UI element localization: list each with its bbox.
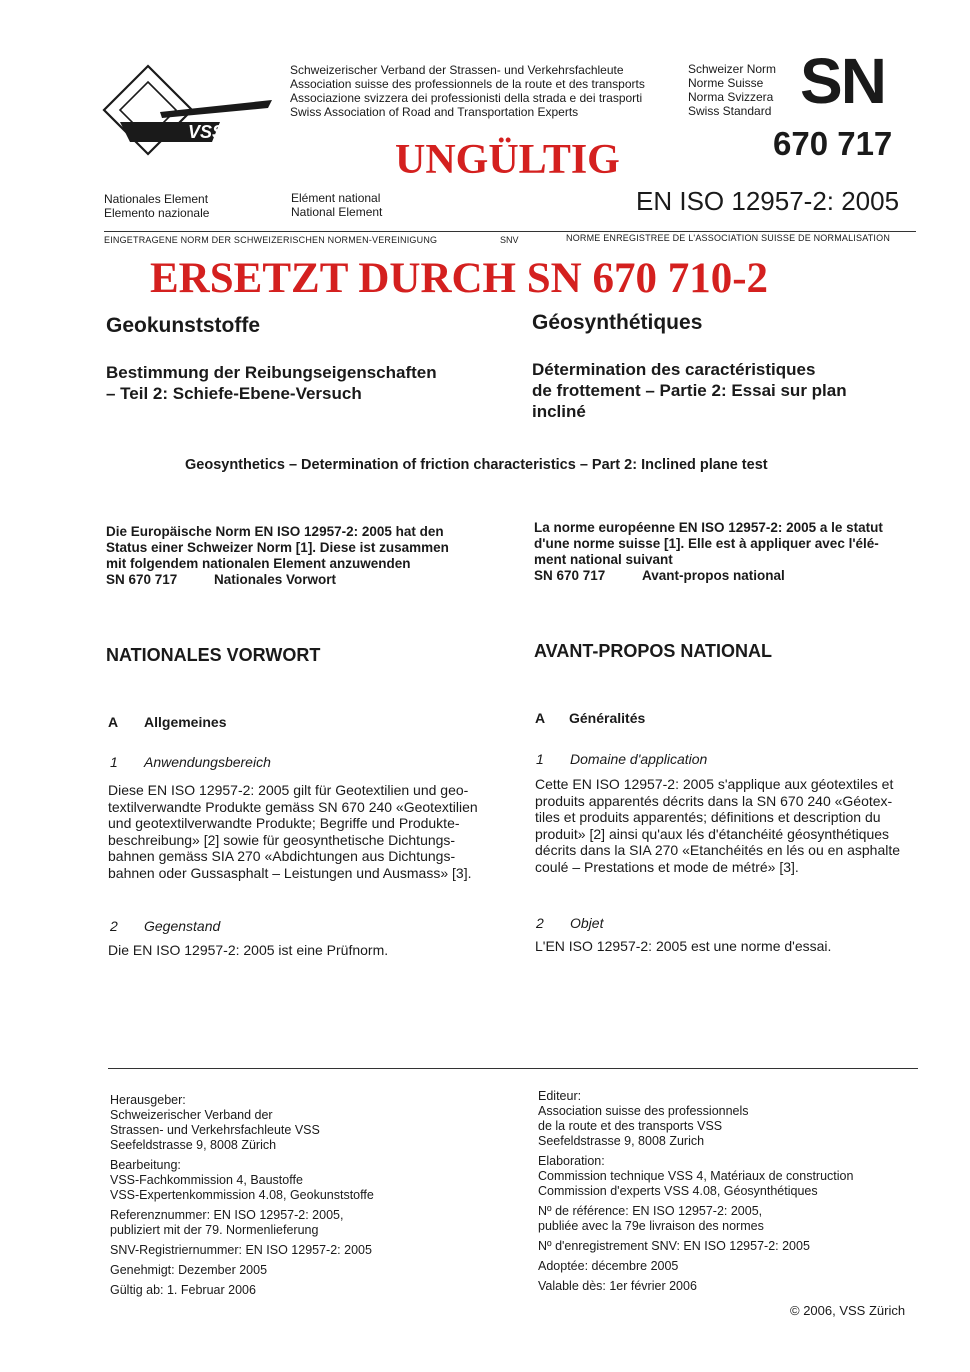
imprint-fr	[538, 1089, 853, 1299]
sn-logo: SN	[800, 45, 885, 117]
imprint-line: Gültig ab: 1. Februar 2006	[110, 1283, 256, 1297]
paragraph-line: tiles et produits apparentés; définitions et description du	[535, 809, 881, 825]
association-de: Schweizerischer Verband der Strassen- und Verkehrsfachleute	[290, 63, 624, 77]
imprint-line: VSS-Fachkommission 4, Baustoffe	[110, 1173, 303, 1187]
foreword-heading-de: NATIONALES VORWORT	[106, 645, 321, 665]
element-mid-fr: Elément national	[291, 191, 381, 205]
section-title: Allgemeines	[144, 714, 227, 730]
norm-type-en: Swiss Standard	[688, 104, 772, 118]
imprint-line: publiée avec la 79e livraison des normes	[538, 1219, 764, 1233]
paragraph-line: Cette EN ISO 12957-2: 2005 s'applique aux géotextiles et	[535, 776, 894, 792]
paragraph-line: beschreibung» [2] sowie für geosynthetische Dichtungs-	[108, 831, 456, 848]
imprint-line: Seefeldstrasse 9, 8008 Zürich	[110, 1138, 277, 1152]
paragraph-line: bahnen gemäss SIA 270 «Abdichtungen aus Dichtungs-	[108, 848, 456, 864]
section-a-fr	[535, 710, 645, 726]
paragraph-line: produit» [2] ainsi qu'aux lés d'étanchéité géosynthétiques	[535, 825, 890, 842]
imprint-line: Genehmigt: Dezember 2005	[110, 1263, 268, 1277]
subsection-2-fr	[536, 915, 603, 931]
footer-rule	[108, 1068, 918, 1069]
element-left	[104, 192, 209, 220]
subtitle-fr	[532, 359, 847, 422]
imprint-line: Bearbeitung:	[110, 1158, 181, 1172]
paragraph-line: und geotextilverwandte Produkte; Begriffe und Produkte-	[108, 815, 460, 831]
element-left-it: Elemento nazionale	[104, 206, 210, 220]
norm-type	[688, 62, 776, 118]
subsection-number: 2	[536, 915, 544, 931]
imprint-line: VSS-Expertenkommission 4.08, Geokunststoffe	[110, 1188, 374, 1202]
subsection-1-fr	[536, 751, 707, 767]
imprint-reference	[538, 1204, 853, 1234]
section-a-de	[108, 714, 226, 730]
imprint-line: Referenznummer: EN ISO 12957-2: 2005,	[110, 1208, 344, 1222]
sn-number: 670 717	[773, 125, 893, 162]
association-en: Swiss Association of Road and Transportation Experts	[290, 105, 579, 119]
foreword-heading-fr: AVANT-PROPOS NATIONAL	[534, 641, 772, 661]
imprint-line: Valable dès: 1er février 2006	[538, 1279, 697, 1293]
imprint-line: Nº de référence: EN ISO 12957-2: 2005,	[538, 1204, 763, 1218]
intro-de	[106, 524, 449, 588]
imprint-registration	[538, 1239, 853, 1254]
paragraph-line: décrits dans la SIA 270 «Etanchéités en lés ou en asphalte	[535, 842, 901, 858]
imprint-line: Elaboration:	[538, 1154, 605, 1168]
subject-text-de: Die EN ISO 12957-2: 2005 ist eine Prüfnorm.	[108, 942, 389, 958]
imprint-approved	[110, 1263, 374, 1278]
element-mid	[291, 191, 382, 219]
imprint-de	[110, 1093, 374, 1303]
paragraph-line: Diese EN ISO 12957-2: 2005 gilt für Geotextilien und geo-	[108, 782, 469, 798]
association-fr: Association suisse des professionnels de la route et des transports	[290, 77, 645, 91]
paragraph-line: textilverwandte Produkte gemäss SN 670 240 «Geotextilien	[108, 798, 478, 815]
association-it: Associazione svizzera dei professionisti della strada e dei trasporti	[290, 91, 643, 105]
subtitle-fr-line: incliné	[532, 402, 586, 421]
vss-logo-text: VSS	[188, 122, 225, 142]
registry-mid: SNV	[500, 235, 519, 245]
subsection-title: Gegenstand	[144, 918, 221, 934]
imprint-line: Commission d'experts VSS 4.08, Géosynthétiques	[538, 1184, 818, 1198]
title-en: Geosynthetics – Determination of friction characteristics – Part 2: Inclined plane test	[185, 457, 768, 473]
subsection-2-de	[110, 918, 220, 934]
copyright: © 2006, VSS Zürich	[790, 1303, 906, 1318]
imprint-approved	[538, 1259, 853, 1274]
imprint-line: Nº d'enregistrement SNV: EN ISO 12957-2: 2005	[538, 1239, 810, 1253]
ref-number: SN 670 717	[534, 568, 606, 583]
subtitle-de-line: Bestimmung der Reibungseigenschaften	[106, 363, 437, 382]
ref-label: Nationales Vorwort	[214, 572, 337, 587]
section-letter: A	[108, 714, 119, 730]
subsection-number: 1	[110, 754, 118, 770]
subtitle-de	[106, 362, 437, 404]
intro-fr	[534, 520, 883, 584]
imprint-reference	[110, 1208, 374, 1238]
imprint-line: SNV-Registriernummer: EN ISO 12957-2: 2005	[110, 1243, 372, 1257]
subsection-number: 1	[536, 751, 544, 767]
intro-de-line: mit folgendem nationalen Element anzuwenden	[106, 556, 411, 571]
subject-text-fr: L'EN ISO 12957-2: 2005 est une norme d'essai.	[535, 938, 832, 954]
imprint-line: Adoptée: décembre 2005	[538, 1259, 679, 1273]
subsection-title: Domaine d'application	[570, 751, 708, 767]
imprint-line: Strassen- und Verkehrsfachleute VSS	[110, 1123, 320, 1137]
imprint-editing	[110, 1158, 374, 1203]
title-de: Geokunststoffe	[106, 314, 261, 337]
subsection-title: Objet	[570, 915, 604, 931]
intro-de-ref	[106, 572, 449, 588]
element-left-de: Nationales Element	[104, 192, 209, 206]
imprint-line: de la route et des transports VSS	[538, 1119, 723, 1133]
imprint-publisher	[110, 1093, 374, 1153]
imprint-publisher	[538, 1089, 853, 1149]
vss-logo	[100, 62, 275, 162]
ref-label: Avant-propos national	[642, 568, 785, 583]
imprint-valid	[538, 1279, 853, 1294]
scope-text-fr	[535, 776, 900, 875]
stamp-invalid: UNGÜLTIG	[395, 137, 620, 183]
imprint-valid	[110, 1283, 374, 1298]
imprint-line: Commission technique VSS 4, Matériaux de construction	[538, 1169, 854, 1183]
imprint-line: Schweizerischer Verband der	[110, 1108, 273, 1122]
title-fr: Géosynthétiques	[532, 311, 703, 334]
stamp-replaced: ERSETZT DURCH SN 670 710-2	[150, 255, 769, 302]
en-iso-number: EN ISO 12957-2: 2005	[636, 186, 900, 216]
section-title: Généralités	[569, 710, 646, 726]
paragraph-line: produits apparentés décrits dans la SN 670 240 «Géotex-	[535, 792, 893, 809]
association-names	[290, 63, 645, 119]
imprint-line: Herausgeber:	[110, 1093, 186, 1107]
registry-left: EINGETRAGENE NORM DER SCHWEIZERISCHEN NORMEN-VEREINIGUNG	[104, 235, 438, 245]
paragraph-line: bahnen oder Gussasphalt – Leistungen und Ausmass» [3].	[108, 864, 472, 881]
subsection-number: 2	[110, 918, 118, 934]
element-mid-en: National Element	[291, 205, 383, 219]
section-letter: A	[535, 710, 546, 726]
norm-type-fr: Norme Suisse	[688, 76, 764, 90]
intro-de-line: Status einer Schweizer Norm [1]. Diese ist zusammen	[106, 540, 449, 555]
header-rule	[104, 231, 916, 232]
paragraph-line: coulé – Prestations et mode de métré» [3].	[535, 858, 799, 875]
intro-de-line: Die Europäische Norm EN ISO 12957-2: 2005 hat den	[106, 524, 444, 539]
subsection-1-de	[110, 754, 271, 770]
subtitle-de-line: – Teil 2: Schiefe-Ebene-Versuch	[106, 384, 362, 403]
imprint-line: Seefeldstrasse 9, 8008 Zurich	[538, 1134, 705, 1148]
subtitle-fr-line: de frottement – Partie 2: Essai sur plan	[532, 381, 847, 400]
intro-fr-line: d'une norme suisse [1]. Elle est à appliquer avec l'élé-	[534, 536, 879, 551]
scope-text-de	[108, 782, 478, 881]
intro-fr-line: La norme européenne EN ISO 12957-2: 2005 a le statut	[534, 520, 883, 535]
imprint-line: publiziert mit der 79. Normenlieferung	[110, 1223, 319, 1237]
imprint-line: Editeur:	[538, 1089, 582, 1103]
intro-fr-ref	[534, 568, 883, 584]
norm-type-it: Norma Svizzera	[688, 90, 774, 104]
intro-fr-line: ment national suivant	[534, 552, 673, 567]
imprint-editing	[538, 1154, 853, 1199]
norm-type-de: Schweizer Norm	[688, 62, 777, 76]
imprint-registration	[110, 1243, 374, 1258]
subtitle-fr-line: Détermination des caractéristiques	[532, 360, 816, 379]
registry-right: NORME ENREGISTREE DE L'ASSOCIATION SUISSE DE NORMALISATION	[566, 233, 891, 243]
ref-number: SN 670 717	[106, 572, 178, 587]
subsection-title: Anwendungsbereich	[144, 754, 271, 770]
imprint-line: Association suisse des professionnels	[538, 1104, 749, 1118]
